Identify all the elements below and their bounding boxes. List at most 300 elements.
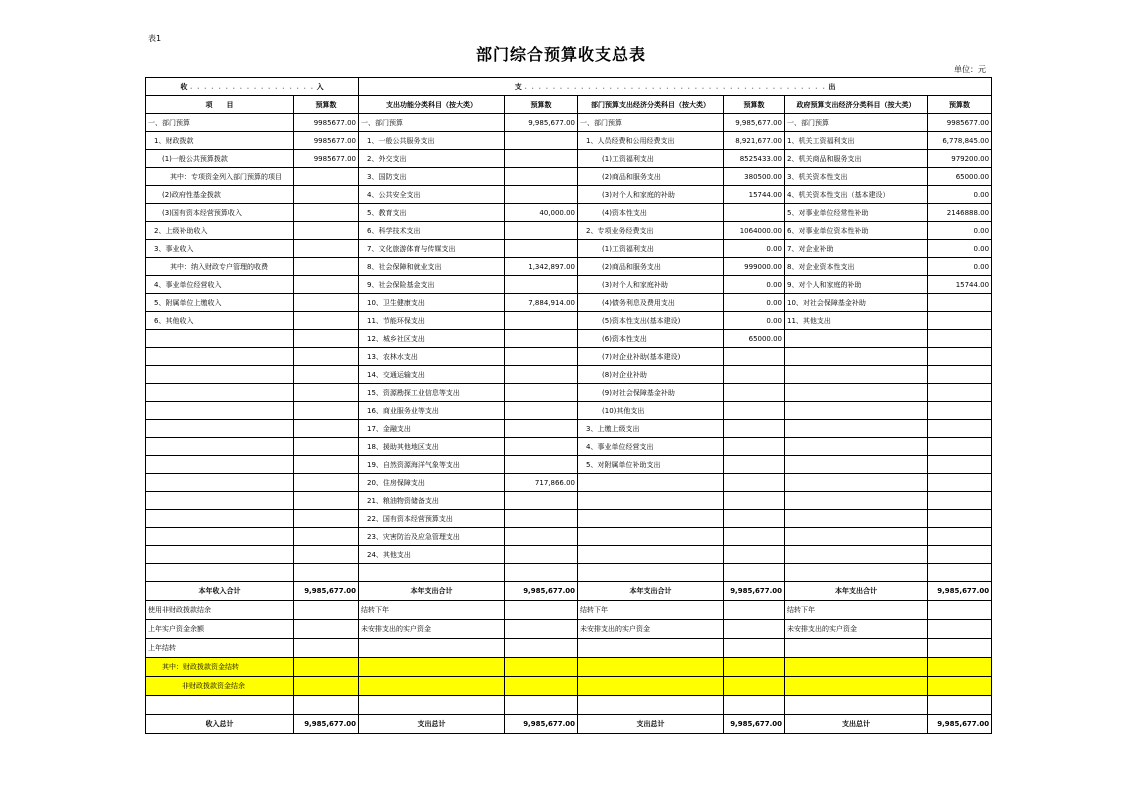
amount-cell: 9,985,677.00 xyxy=(724,715,785,734)
label-cell: (2)商品和服务支出 xyxy=(578,168,724,186)
amount-cell: 717,866.00 xyxy=(505,474,578,492)
label-cell: 5、对事业单位经常性补助 xyxy=(785,204,928,222)
income-header-dots: . . . . . . . . . . . . . . . . . . xyxy=(189,82,315,91)
table-row xyxy=(146,222,992,240)
amount-cell xyxy=(505,620,578,639)
label-cell xyxy=(359,658,505,677)
label-cell xyxy=(785,330,928,348)
label-cell: (2)政府性基金拨款 xyxy=(146,186,294,204)
table-row xyxy=(146,510,992,528)
label-cell: 支出总计 xyxy=(359,715,505,734)
label-cell xyxy=(146,456,294,474)
amount-cell xyxy=(294,546,359,564)
table-row xyxy=(146,456,992,474)
label-cell: 3、上缴上级支出 xyxy=(578,420,724,438)
label-cell: 未安排支出的实户资金 xyxy=(578,620,724,639)
amount-cell: 0.00 xyxy=(724,240,785,258)
amount-cell xyxy=(724,658,785,677)
amount-cell xyxy=(294,564,359,582)
amount-cell xyxy=(294,276,359,294)
label-cell: 一、部门预算 xyxy=(146,114,294,132)
table-row xyxy=(146,312,992,330)
amount-cell: 979200.00 xyxy=(928,150,992,168)
col-header-item: 项 目 xyxy=(146,96,294,114)
label-cell xyxy=(578,528,724,546)
amount-cell xyxy=(928,330,992,348)
year-total-row xyxy=(146,582,992,601)
amount-cell xyxy=(928,348,992,366)
amount-cell xyxy=(294,258,359,276)
amount-cell xyxy=(505,456,578,474)
amount-cell xyxy=(294,204,359,222)
label-cell xyxy=(146,696,294,715)
label-cell xyxy=(785,639,928,658)
label-cell: 24、其他支出 xyxy=(359,546,505,564)
label-cell xyxy=(785,474,928,492)
amount-cell: 0.00 xyxy=(724,312,785,330)
label-cell xyxy=(785,696,928,715)
amount-cell: 40,000.00 xyxy=(505,204,578,222)
amount-cell xyxy=(928,402,992,420)
income-group-header xyxy=(146,78,359,96)
amount-cell xyxy=(928,696,992,715)
amount-cell xyxy=(505,420,578,438)
label-cell: 15、资源勘探工业信息等支出 xyxy=(359,384,505,402)
label-cell: 收入总计 xyxy=(146,715,294,734)
table-row xyxy=(146,186,992,204)
label-cell: 11、节能环保支出 xyxy=(359,312,505,330)
label-cell: (3)对个人和家庭补助 xyxy=(578,276,724,294)
label-cell: 本年收入合计 xyxy=(146,582,294,601)
amount-cell xyxy=(928,546,992,564)
label-cell xyxy=(578,564,724,582)
page-title: 部门综合预算收支总表 xyxy=(475,45,646,64)
amount-cell: 0.00 xyxy=(928,186,992,204)
carryover-row xyxy=(146,639,992,658)
carryover-row xyxy=(146,601,992,620)
label-cell: 11、其他支出 xyxy=(785,312,928,330)
label-cell: (1)工资福利支出 xyxy=(578,150,724,168)
label-cell: 1、人员经费和公用经费支出 xyxy=(578,132,724,150)
label-cell: 10、对社会保障基金补助 xyxy=(785,294,928,312)
label-cell: 4、机关资本性支出（基本建设） xyxy=(785,186,928,204)
amount-cell xyxy=(505,168,578,186)
label-cell: 6、对事业单位资本性补助 xyxy=(785,222,928,240)
amount-cell xyxy=(724,366,785,384)
label-cell: 1、机关工资福利支出 xyxy=(785,132,928,150)
amount-cell xyxy=(724,438,785,456)
amount-cell: 9,985,677.00 xyxy=(724,582,785,601)
amount-cell xyxy=(294,168,359,186)
amount-cell: 9,985,677.00 xyxy=(294,715,359,734)
label-cell xyxy=(578,492,724,510)
highlight-row xyxy=(146,677,992,696)
label-cell: 5、附属单位上缴收入 xyxy=(146,294,294,312)
amount-cell: 2146888.00 xyxy=(928,204,992,222)
label-cell: 21、粮油物资储备支出 xyxy=(359,492,505,510)
amount-cell xyxy=(928,438,992,456)
group-header-row xyxy=(146,78,992,96)
label-cell xyxy=(146,474,294,492)
amount-cell xyxy=(505,348,578,366)
income-header-tail: 入 xyxy=(316,82,324,91)
amount-cell xyxy=(505,658,578,677)
amount-cell: 9,985,677.00 xyxy=(928,582,992,601)
amount-cell: 15744.00 xyxy=(724,186,785,204)
label-cell: (10)其他支出 xyxy=(578,402,724,420)
label-cell xyxy=(578,677,724,696)
label-cell: 结转下年 xyxy=(359,601,505,620)
amount-cell xyxy=(724,384,785,402)
label-cell: (3)对个人和家庭的补助 xyxy=(578,186,724,204)
label-cell xyxy=(785,546,928,564)
amount-cell xyxy=(294,186,359,204)
table-row xyxy=(146,258,992,276)
label-cell: 8、社会保障和就业支出 xyxy=(359,258,505,276)
amount-cell: 6,778,845.00 xyxy=(928,132,992,150)
amount-cell xyxy=(724,546,785,564)
table-row xyxy=(146,546,992,564)
amount-cell xyxy=(724,639,785,658)
label-cell: (4)债务利息及费用支出 xyxy=(578,294,724,312)
amount-cell xyxy=(294,528,359,546)
label-cell: 3、机关资本性支出 xyxy=(785,168,928,186)
label-cell: 23、灾害防治及应急管理支出 xyxy=(359,528,505,546)
label-cell xyxy=(146,384,294,402)
label-cell xyxy=(785,348,928,366)
amount-cell: 9,985,677.00 xyxy=(505,582,578,601)
amount-cell: 1,342,897.00 xyxy=(505,258,578,276)
col-header-budget2: 预算数 xyxy=(505,96,578,114)
amount-cell xyxy=(294,366,359,384)
label-cell: 20、住房保障支出 xyxy=(359,474,505,492)
label-cell: 4、公共安全支出 xyxy=(359,186,505,204)
amount-cell: 0.00 xyxy=(928,240,992,258)
label-cell: 10、卫生健康支出 xyxy=(359,294,505,312)
amount-cell xyxy=(724,564,785,582)
amount-cell: 9985677.00 xyxy=(294,150,359,168)
amount-cell xyxy=(505,639,578,658)
label-cell: 14、交通运输支出 xyxy=(359,366,505,384)
amount-cell xyxy=(928,528,992,546)
label-cell xyxy=(785,366,928,384)
label-cell: 16、商业服务业等支出 xyxy=(359,402,505,420)
amount-cell xyxy=(928,620,992,639)
amount-cell xyxy=(505,510,578,528)
amount-cell xyxy=(724,348,785,366)
label-cell xyxy=(146,420,294,438)
amount-cell xyxy=(294,601,359,620)
label-cell: 17、金融支出 xyxy=(359,420,505,438)
label-cell: 6、科学技术支出 xyxy=(359,222,505,240)
table-row xyxy=(146,474,992,492)
label-cell xyxy=(578,474,724,492)
amount-cell xyxy=(928,312,992,330)
amount-cell xyxy=(505,677,578,696)
table-row xyxy=(146,438,992,456)
amount-cell: 65000.00 xyxy=(928,168,992,186)
label-cell xyxy=(578,658,724,677)
label-cell xyxy=(785,658,928,677)
table-row xyxy=(146,240,992,258)
amount-cell xyxy=(294,348,359,366)
amount-cell xyxy=(505,186,578,204)
label-cell: 3、国防支出 xyxy=(359,168,505,186)
amount-cell xyxy=(928,564,992,582)
table-tag: 表1 xyxy=(148,34,162,43)
label-cell: 一、部门预算 xyxy=(785,114,928,132)
table-row xyxy=(146,150,992,168)
amount-cell: 65000.00 xyxy=(724,330,785,348)
amount-cell xyxy=(294,294,359,312)
label-cell: (2)商品和服务支出 xyxy=(578,258,724,276)
amount-cell: 0.00 xyxy=(928,258,992,276)
amount-cell xyxy=(294,240,359,258)
amount-cell xyxy=(294,312,359,330)
label-cell xyxy=(785,402,928,420)
amount-cell xyxy=(505,564,578,582)
label-cell xyxy=(146,330,294,348)
label-cell: (1)工资福利支出 xyxy=(578,240,724,258)
amount-cell xyxy=(724,456,785,474)
label-cell: 本年支出合计 xyxy=(785,582,928,601)
label-cell: 1、财政拨款 xyxy=(146,132,294,150)
amount-cell: 15744.00 xyxy=(928,276,992,294)
amount-cell: 9985677.00 xyxy=(294,132,359,150)
amount-cell: 8,921,677.00 xyxy=(724,132,785,150)
amount-cell xyxy=(724,420,785,438)
amount-cell xyxy=(928,420,992,438)
label-cell: 9、社会保险基金支出 xyxy=(359,276,505,294)
table-row xyxy=(146,528,992,546)
amount-cell xyxy=(294,384,359,402)
label-cell xyxy=(359,677,505,696)
amount-cell xyxy=(928,601,992,620)
label-cell: 非财政拨款资金结余 xyxy=(146,677,294,696)
amount-cell xyxy=(928,639,992,658)
table-row xyxy=(146,420,992,438)
label-cell xyxy=(785,438,928,456)
label-cell xyxy=(578,546,724,564)
amount-cell xyxy=(505,492,578,510)
amount-cell xyxy=(505,402,578,420)
amount-cell xyxy=(724,696,785,715)
amount-cell xyxy=(294,330,359,348)
label-cell xyxy=(359,639,505,658)
amount-cell xyxy=(505,546,578,564)
label-cell xyxy=(785,420,928,438)
label-cell: (6)资本性支出 xyxy=(578,330,724,348)
table-row xyxy=(146,564,992,582)
table-row xyxy=(146,114,992,132)
label-cell: 上年实户资金余额 xyxy=(146,620,294,639)
table-row xyxy=(146,492,992,510)
label-cell xyxy=(146,366,294,384)
label-cell: 2、外交支出 xyxy=(359,150,505,168)
budget-table xyxy=(145,77,992,734)
amount-cell xyxy=(294,658,359,677)
label-cell: 22、国有资本经营预算支出 xyxy=(359,510,505,528)
label-cell: 7、文化旅游体育与传媒支出 xyxy=(359,240,505,258)
label-cell: 5、对附属单位补助支出 xyxy=(578,456,724,474)
amount-cell xyxy=(724,492,785,510)
amount-cell xyxy=(724,677,785,696)
amount-cell xyxy=(505,601,578,620)
label-cell xyxy=(785,384,928,402)
amount-cell: 8525433.00 xyxy=(724,150,785,168)
income-header-label: 收 xyxy=(180,82,188,91)
amount-cell xyxy=(294,510,359,528)
amount-cell xyxy=(294,456,359,474)
label-cell xyxy=(785,492,928,510)
label-cell xyxy=(578,639,724,658)
carryover-row xyxy=(146,620,992,639)
expense-group-header xyxy=(359,78,992,96)
amount-cell xyxy=(505,366,578,384)
label-cell: 支出总计 xyxy=(785,715,928,734)
amount-cell xyxy=(928,677,992,696)
amount-cell xyxy=(294,620,359,639)
label-cell: (7)对企业补助(基本建设) xyxy=(578,348,724,366)
label-cell: 使用非财政拨款结余 xyxy=(146,601,294,620)
col-header-func: 支出功能分类科目（按大类） xyxy=(359,96,505,114)
amount-cell: 9,985,677.00 xyxy=(505,114,578,132)
label-cell: (1)一般公共预算拨款 xyxy=(146,150,294,168)
expense-header-tail: 出 xyxy=(828,82,836,91)
amount-cell xyxy=(505,240,578,258)
table-row xyxy=(146,330,992,348)
label-cell: 一、部门预算 xyxy=(578,114,724,132)
amount-cell xyxy=(724,620,785,639)
amount-cell: 9985677.00 xyxy=(294,114,359,132)
amount-cell: 0.00 xyxy=(724,276,785,294)
label-cell: 未安排支出的实户资金 xyxy=(785,620,928,639)
label-cell xyxy=(146,546,294,564)
amount-cell xyxy=(928,510,992,528)
table-row xyxy=(146,366,992,384)
blank-row xyxy=(146,696,992,715)
label-cell: 19、自然资源海洋气象等支出 xyxy=(359,456,505,474)
amount-cell xyxy=(294,639,359,658)
label-cell: 本年支出合计 xyxy=(359,582,505,601)
table-row xyxy=(146,402,992,420)
table-row xyxy=(146,132,992,150)
label-cell: 3、事业收入 xyxy=(146,240,294,258)
label-cell: (5)资本性支出(基本建设) xyxy=(578,312,724,330)
label-cell: 4、事业单位经营支出 xyxy=(578,438,724,456)
amount-cell xyxy=(505,222,578,240)
label-cell: 5、教育支出 xyxy=(359,204,505,222)
label-cell: 支出总计 xyxy=(578,715,724,734)
label-cell xyxy=(146,528,294,546)
label-cell: (9)对社会保障基金补助 xyxy=(578,384,724,402)
label-cell: 9、对个人和家庭的补助 xyxy=(785,276,928,294)
label-cell xyxy=(146,438,294,456)
amount-cell xyxy=(505,312,578,330)
amount-cell: 9,985,677.00 xyxy=(294,582,359,601)
table-row xyxy=(146,204,992,222)
amount-cell xyxy=(505,150,578,168)
col-header-budget4: 预算数 xyxy=(928,96,992,114)
table-row xyxy=(146,348,992,366)
label-cell: 其中：专项资金列入部门预算的项目 xyxy=(146,168,294,186)
label-cell: (8)对企业补助 xyxy=(578,366,724,384)
amount-cell xyxy=(724,528,785,546)
label-cell: (3)国有资本经营预算收入 xyxy=(146,204,294,222)
col-header-budget: 预算数 xyxy=(294,96,359,114)
amount-cell xyxy=(928,456,992,474)
amount-cell: 1064000.00 xyxy=(724,222,785,240)
amount-cell xyxy=(294,677,359,696)
label-cell xyxy=(146,492,294,510)
amount-cell xyxy=(294,696,359,715)
expense-header-dots: . . . . . . . . . . . . . . . . . . . . . . . . . . . . . . . . . . . . . . . . . . . xyxy=(524,82,826,91)
label-cell: 6、其他收入 xyxy=(146,312,294,330)
amount-cell xyxy=(928,366,992,384)
label-cell: 4、事业单位经营收入 xyxy=(146,276,294,294)
amount-cell xyxy=(505,438,578,456)
label-cell xyxy=(359,696,505,715)
label-cell xyxy=(785,564,928,582)
amount-cell: 380500.00 xyxy=(724,168,785,186)
label-cell: 上年结转 xyxy=(146,639,294,658)
column-header-row xyxy=(146,96,992,114)
label-cell: 未安排支出的实户资金 xyxy=(359,620,505,639)
amount-cell: 9985677.00 xyxy=(928,114,992,132)
label-cell xyxy=(785,456,928,474)
label-cell: 1、一般公共服务支出 xyxy=(359,132,505,150)
amount-cell xyxy=(294,492,359,510)
amount-cell xyxy=(294,222,359,240)
amount-cell xyxy=(724,601,785,620)
amount-cell xyxy=(505,132,578,150)
amount-cell xyxy=(724,510,785,528)
label-cell: 18、援助其他地区支出 xyxy=(359,438,505,456)
amount-cell xyxy=(294,474,359,492)
label-cell: 7、对企业补助 xyxy=(785,240,928,258)
label-cell xyxy=(785,510,928,528)
highlight-row xyxy=(146,658,992,677)
col-header-dept: 部门预算支出经济分类科目（按大类） xyxy=(578,96,724,114)
amount-cell: 999000.00 xyxy=(724,258,785,276)
col-header-budget3: 预算数 xyxy=(724,96,785,114)
amount-cell: 9,985,677.00 xyxy=(724,114,785,132)
label-cell: 8、对企业资本性支出 xyxy=(785,258,928,276)
amount-cell: 7,884,914.00 xyxy=(505,294,578,312)
label-cell xyxy=(359,564,505,582)
label-cell xyxy=(578,510,724,528)
table-row xyxy=(146,168,992,186)
label-cell xyxy=(785,528,928,546)
label-cell: 一、部门预算 xyxy=(359,114,505,132)
grand-total-row xyxy=(146,715,992,734)
label-cell: 2、专项业务经费支出 xyxy=(578,222,724,240)
amount-cell xyxy=(724,204,785,222)
amount-cell xyxy=(724,474,785,492)
label-cell xyxy=(146,348,294,366)
amount-cell: 9,985,677.00 xyxy=(928,715,992,734)
table-row xyxy=(146,276,992,294)
amount-cell xyxy=(928,384,992,402)
amount-cell xyxy=(928,658,992,677)
label-cell xyxy=(785,677,928,696)
label-cell: 结转下年 xyxy=(578,601,724,620)
amount-cell xyxy=(724,402,785,420)
label-cell xyxy=(578,696,724,715)
label-cell: 2、机关商品和服务支出 xyxy=(785,150,928,168)
amount-cell xyxy=(505,696,578,715)
label-cell: 2、上级补助收入 xyxy=(146,222,294,240)
